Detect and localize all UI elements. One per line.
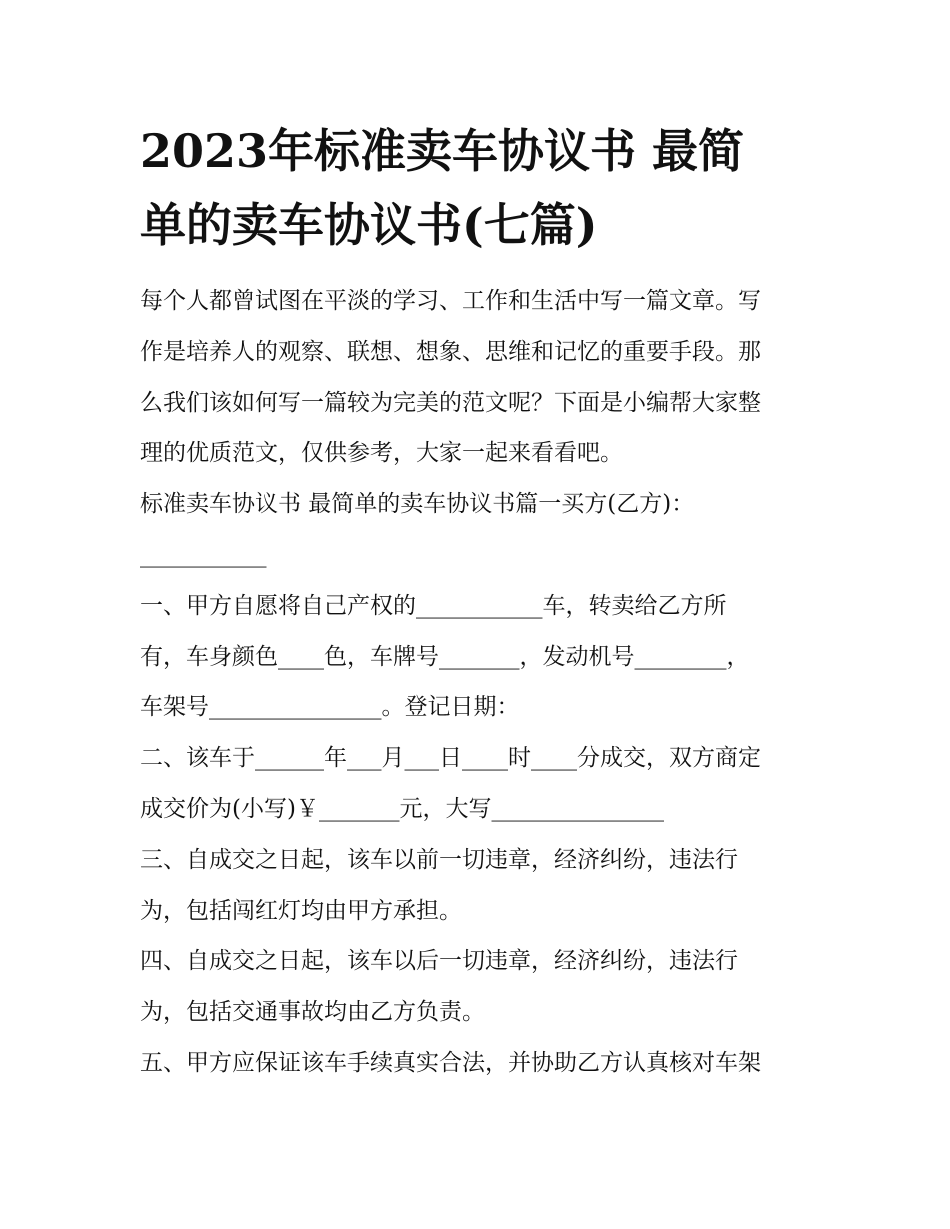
title-line-1: 2023年标准卖车协议书 最简 xyxy=(140,124,745,178)
body-line: 成交价为(小写)￥_______元，大写_______________ xyxy=(140,795,664,822)
body-line: 为，包括交通事故均由乙方负责。 xyxy=(140,999,485,1026)
body-line: ___________ xyxy=(140,541,267,568)
body-line: 五、甲方应保证该车手续真实合法，并协助乙方认真核对车架 xyxy=(140,1049,761,1076)
body-line: 四、自成交之日起，该车以后一切违章，经济纠纷，违法行 xyxy=(140,948,738,975)
body-line: 为，包括闯红灯均由甲方承担。 xyxy=(140,897,462,924)
body-line: 三、自成交之日起，该车以前一切违章，经济纠纷，违法行 xyxy=(140,846,738,873)
title-line-2: 单的卖车协议书(七篇) xyxy=(140,198,598,252)
document-title xyxy=(140,114,840,262)
body-line: 有，车身颜色____色，车牌号_______，发动机号________， xyxy=(140,643,750,670)
body-line: 每个人都曾试图在平淡的学习、工作和生活中写一篇文章。写 xyxy=(140,288,761,314)
body-line: 么我们该如何写一篇较为完美的范文呢？下面是小编帮大家整 xyxy=(140,389,761,416)
document-body xyxy=(140,276,830,1089)
body-line: 标准卖车协议书 最简单的卖车协议书篇一买方(乙方)： xyxy=(140,491,695,518)
body-line: 二、该车于______年___月___日____时____分成交，双方商定 xyxy=(140,745,761,772)
body-line: 理的优质范文，仅供参考，大家一起来看看吧。 xyxy=(140,440,623,467)
body-line: 一、甲方自愿将自己产权的___________车，转卖给乙方所 xyxy=(140,592,727,619)
body-line: 车架号_______________。登记日期： xyxy=(140,694,520,721)
body-line: 作是培养人的观察、联想、想象、思维和记忆的重要手段。那 xyxy=(140,338,761,365)
